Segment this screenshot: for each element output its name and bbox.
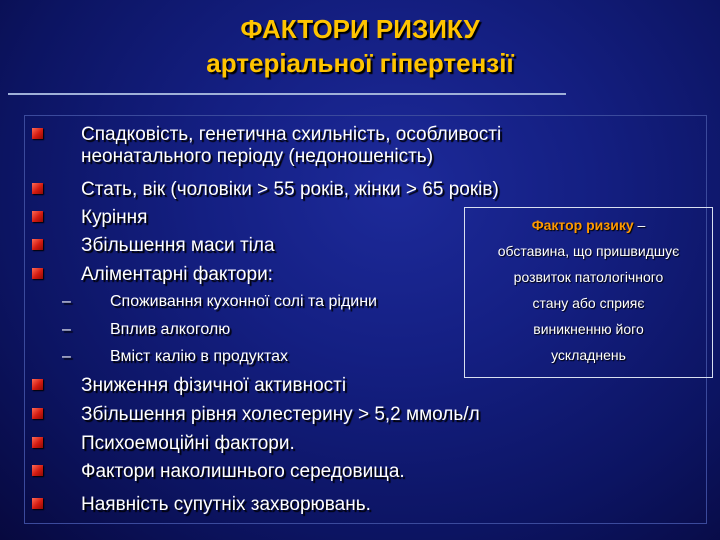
definition-dash: –	[633, 217, 646, 233]
definition-line: обставина, що пришвидшує	[497, 243, 680, 259]
red-square-bullet-icon	[32, 239, 43, 250]
list-item-text: Аліментарні фактори:	[81, 264, 273, 285]
sub-list-item-text: Вплив алкоголю	[110, 321, 231, 338]
definition-line: розвиток патологічного	[513, 269, 664, 285]
definition-line: виникненню його	[533, 321, 644, 337]
title-line-1: ФАКТОРИ РИЗИКУ	[240, 14, 480, 44]
definition-heading	[465, 212, 712, 238]
definition-term: Фактор ризику	[531, 217, 634, 233]
definition-line: ускладнень	[551, 347, 626, 363]
red-square-bullet-icon	[32, 183, 43, 194]
list-item-text: Збільшення маси тіла	[81, 235, 275, 256]
sub-list-item-text: Вміст калію в продуктах	[110, 348, 289, 365]
list-item-text: Наявність супутніх захворювань.	[81, 494, 371, 515]
list-item-text: Психоемоційні фактори.	[81, 433, 295, 454]
red-square-bullet-icon	[32, 408, 43, 419]
list-item-text: Фактори наколишнього середовища.	[81, 461, 405, 482]
list-item-text: Стать, вік (чоловіки > 55 років, жінки > 65 років)	[81, 179, 499, 200]
list-item-text: Куріння	[81, 207, 148, 228]
dash-bullet: –	[62, 293, 71, 310]
red-square-bullet-icon	[32, 211, 43, 222]
red-square-bullet-icon	[32, 437, 43, 448]
list-item-text: Спадковість, генетична схильність, особливості	[81, 124, 502, 145]
definition-line: стану або сприяє	[532, 295, 645, 311]
list-item-text: неонатального періоду (недоношеність)	[81, 146, 434, 167]
definition-box	[464, 207, 713, 378]
dash-bullet: –	[62, 321, 71, 338]
list-item-text: Збільшення рівня холестерину > 5,2 ммоль/л	[81, 404, 480, 425]
red-square-bullet-icon	[32, 128, 43, 139]
title-line-2: артеріальної гіпертензії	[206, 48, 514, 78]
list-item-text: Зниження фізичної активності	[81, 375, 347, 396]
dash-bullet: –	[62, 348, 71, 365]
sub-list-item-text: Споживання кухонної солі та рідини	[110, 293, 377, 310]
red-square-bullet-icon	[32, 498, 43, 509]
red-square-bullet-icon	[32, 465, 43, 476]
red-square-bullet-icon	[32, 379, 43, 390]
red-square-bullet-icon	[32, 268, 43, 279]
